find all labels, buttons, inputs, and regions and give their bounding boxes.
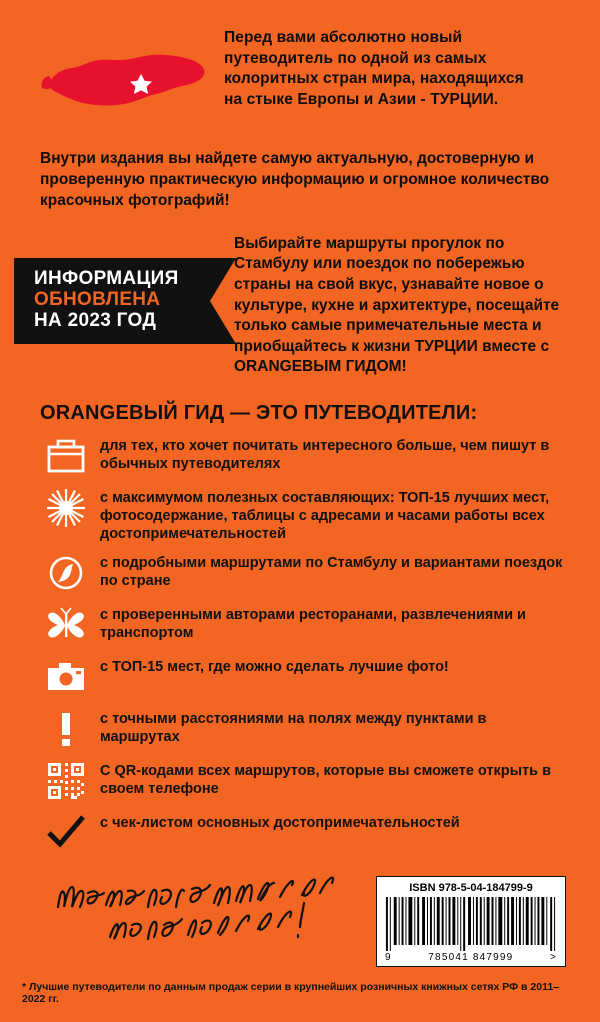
qr-code-icon (42, 760, 90, 802)
handwritten-signature (52, 873, 342, 950)
list-item-label: для тех, кто хочет почитать интересного больше, чем пишут в обычных путеводителях (100, 438, 550, 472)
barcode-image (383, 897, 559, 951)
intro-paragraph (224, 28, 570, 110)
paragraph-routes-middle: вместе с (477, 337, 550, 355)
suitcase-icon (42, 435, 90, 477)
paragraph-routes-highlight-2: ORANGEВЫМ ГИДОМ! (234, 358, 407, 376)
list-item-label: с ТОП-15 мест, где можно сделать лучшие фото! (100, 658, 449, 675)
badge-line-1: ИНФОРМАЦИЯ (34, 267, 179, 289)
isbn-barcode-box (376, 876, 566, 967)
badge-line-3: НА 2023 ГОД (34, 310, 157, 332)
list-item-label: с подробными маршрутами по Стамбулу и вариантами поездок по стране (100, 554, 563, 589)
updated-badge-wrapper (14, 258, 234, 368)
list-item (42, 552, 600, 596)
exclamation-icon (42, 708, 90, 750)
barcode-main-digits: 785041 847999 (428, 952, 514, 963)
list-item (42, 487, 600, 544)
list-item (42, 656, 600, 700)
intro-line-4-prefix: на стыке Европы и Азии - (224, 90, 431, 108)
list-item (42, 435, 600, 479)
checkmark-icon (42, 812, 90, 854)
badge-line-2: ОБНОВЛЕНА (34, 289, 161, 311)
turkey-map-flag-icon (40, 36, 210, 132)
list-item-label: с максимумом полезных составляющих: ТОП-15 лучших мест, фотосодержание, таблицы с адресами и часами работы всех достопримечательностей (100, 490, 550, 542)
info-updated-badge (14, 258, 210, 344)
paragraph-routes-text: Выбирайте маршруты прогулок по Стамбулу или поездок по побережью страны на свой вкус, узнавайте новое о культуре, кухне и архитектуре, посещайте только самые примечательные места и приобщайтесь к жизни (234, 234, 560, 355)
intro-line-2: путеводитель по одной из самых (224, 49, 487, 67)
section-heading: ORANGEВЫЙ ГИД — ЭТО ПУТЕВОДИТЕЛИ: (40, 402, 478, 425)
footnote-text: * Лучшие путеводители по данным продаж серии в крупнейших розничных книжных сетях РФ в 2011–2022 гг. (22, 981, 560, 1005)
intro-line-1: Перед вами абсолютно новый (224, 29, 463, 46)
badge-and-routes-block (0, 234, 600, 378)
list-item-label: с чек-листом основных достопримечательностей (100, 814, 460, 831)
sun-star-icon (42, 487, 90, 529)
barcode-digits (383, 952, 559, 963)
footer-block (0, 862, 600, 1022)
paragraph-routes-highlight-1: ТУРЦИИ (414, 337, 478, 355)
barcode-left-digit: 9 (385, 952, 392, 963)
intro-line-4-suffix: . (493, 90, 499, 108)
list-item (42, 760, 600, 804)
butterfly-icon (42, 604, 90, 646)
list-item (42, 708, 600, 752)
compass-route-icon (42, 552, 90, 594)
intro-country-highlight: ТУРЦИИ (430, 90, 494, 108)
paragraph-inside-edition: Внутри издания вы найдете самую актуальную, достоверную и проверенную практическую информацию и огромное количество красочных фотографий! (40, 150, 550, 209)
list-item (42, 604, 600, 648)
isbn-label: ISBN 978-5-04-184799-9 (409, 882, 533, 894)
list-item-label: с точными расстояниями на полях между пунктами в маршрутах (100, 710, 487, 745)
paragraph-routes (234, 234, 570, 378)
intro-line-3: колоритных стран мира, находящихся (224, 70, 524, 88)
intro-block (0, 0, 600, 132)
badge-arrow-shape (210, 258, 236, 344)
barcode-right-marker: > (549, 952, 557, 963)
features-list (42, 435, 600, 856)
list-item-label: с проверенными авторами ресторанами, развлечениями и транспортом (100, 606, 526, 641)
camera-icon (42, 656, 90, 698)
list-item-label: С QR-кодами всех маршрутов, которые вы сможете открыть в своем телефоне (100, 762, 551, 797)
list-item (42, 812, 600, 856)
